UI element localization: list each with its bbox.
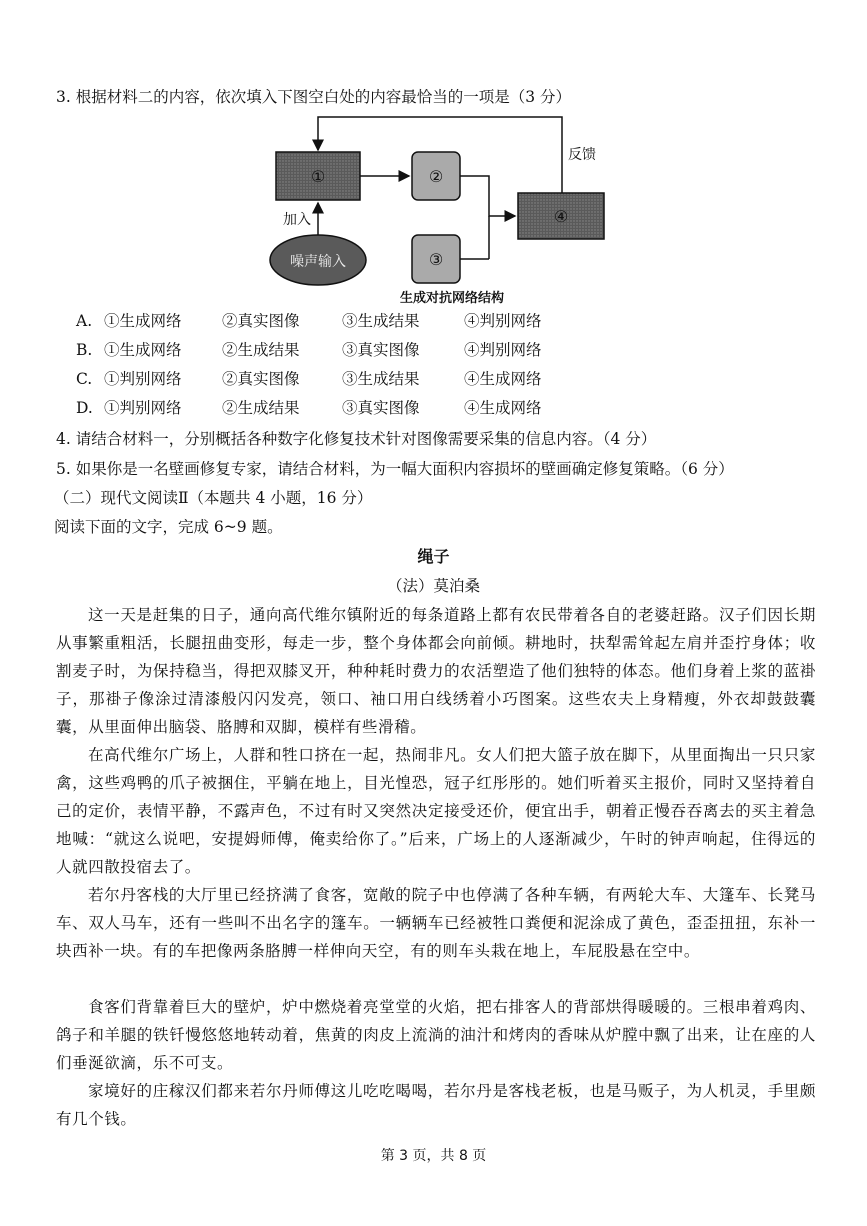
- option-item: ①判别网络: [104, 370, 182, 388]
- story-title: 绳子: [417, 547, 450, 566]
- option-d[interactable]: [76, 397, 542, 419]
- option-item: ②生成结果: [222, 399, 300, 417]
- story-paragraph-5: 家境好的庄稼汉们都来若尔丹师傅这儿吃吃喝喝，若尔丹是客栈老板，也是马贩子，为人机灵，手里颇有几个钱。: [56, 1082, 816, 1128]
- option-item: ③生成结果: [342, 370, 420, 388]
- option-item: ③生成结果: [342, 312, 420, 330]
- diagram-box-3-label: ③: [428, 250, 444, 269]
- add-label: 加入: [283, 212, 311, 228]
- diagram-caption: 生成对抗网络结构: [399, 291, 505, 306]
- story-paragraph-3: 若尔丹客栈的大厅里已经挤满了食客，宽敞的院子中也停满了各种车辆，有两轮大车、大篷车、长凳马车、双人马车，还有一些叫不出名字的篷车。一辆辆车已经被牲口粪便和泥涂成了黄色，歪歪扭扭，东补一块西补一块。有的车把像两条胳膊一样伸向天空，有的则车头栽在地上，车屁股悬在空中。: [56, 886, 816, 960]
- story-paragraph-4: 食客们背靠着巨大的壁炉，炉中燃烧着亮堂堂的火焰，把右排客人的背部烘得暖暖的。三根串着鸡肉、鸽子和羊腿的铁钎慢悠悠地转动着，焦黄的肉皮上流淌的油汁和烤肉的香味从炉膛中飘了出来，让在座的人们垂涎欲滴，乐不可支。: [56, 998, 816, 1072]
- option-item: ④生成网络: [464, 399, 542, 417]
- diagram-box-1-label: ①: [310, 167, 326, 186]
- option-c[interactable]: [76, 368, 542, 390]
- story-paragraph-2: 在高代维尔广场上，人群和牲口挤在一起，热闹非凡。女人们把大篮子放在脚下，从里面掏出一只只家禽，这些鸡鸭的爪子被捆住，平躺在地上，目光惶恐，冠子红彤彤的。她们听着买主报价，同时又坚持着自己的定价，表情平静，不露声色，不过有时又突然决定接受还价，便宜出手，朝着正慢吞吞离去的买主着急地喊：“就这么说吧，安提姆师傅，俺卖给你了。”后来，广场上的人逐渐减少，午时的钟声响起，住得远的人就四散投宿去了。: [56, 746, 816, 876]
- page-footer: 第 3 页，共 8 页: [380, 1148, 487, 1164]
- option-a[interactable]: [76, 310, 542, 332]
- option-b[interactable]: [76, 339, 542, 361]
- question-4: 4. 请结合材料一，分别概括各种数字化修复技术针对图像需要采集的信息内容。（4 分）: [56, 430, 657, 448]
- diagram-box-4-label: ④: [553, 207, 569, 226]
- reading-instruction: 阅读下面的文字，完成 6~9 题。: [54, 518, 283, 536]
- question-5: 5. 如果你是一名壁画修复专家，请结合材料，为一幅大面积内容损坏的壁画确定修复策略。（6 分）: [56, 460, 734, 478]
- option-item: ①生成网络: [104, 341, 182, 359]
- option-item: ②真实图像: [222, 370, 300, 388]
- option-letter: C.: [76, 370, 93, 388]
- noise-input-label: 噪声输入: [290, 254, 346, 270]
- option-item: ②真实图像: [222, 312, 300, 330]
- story-author: （法）莫泊桑: [386, 577, 480, 595]
- question-3: 3. 根据材料二的内容，依次填入下图空白处的内容最恰当的一项是（3 分）: [56, 88, 572, 106]
- option-item: ③真实图像: [342, 399, 420, 417]
- section-heading: （二）现代文阅读Ⅱ（本题共 4 小题，16 分）: [54, 489, 373, 507]
- option-item: ②生成结果: [222, 341, 300, 359]
- diagram-box-2-label: ②: [428, 167, 444, 186]
- option-item: ④生成网络: [464, 370, 542, 388]
- option-letter: A.: [76, 312, 93, 330]
- story-paragraph-1: 这一天是赶集的日子，通向高代维尔镇附近的每条道路上都有农民带着各自的老婆赶路。汉子们因长期从事繁重粗活，长腿扭曲变形，每走一步，整个身体都会向前倾。耕地时，扶犁需耸起左肩并歪拧身体；收割麦子时，为保持稳当，得把双膝叉开，种种耗时费力的农活塑造了他们独特的体态。他们身着上浆的蓝褂子，那褂子像涂过清漆般闪闪发亮，领口、袖口用白线绣着小巧图案。这些农夫上身精瘦，外衣却鼓鼓囊囊，从里面伸出脑袋、胳膊和双脚，模样有些滑稽。: [56, 606, 816, 736]
- option-letter: D.: [76, 399, 93, 417]
- option-item: ④判别网络: [464, 341, 542, 359]
- option-letter: B.: [76, 341, 93, 359]
- option-item: ④判别网络: [464, 312, 542, 330]
- option-item: ③真实图像: [342, 341, 420, 359]
- option-item: ①判别网络: [104, 399, 182, 417]
- option-item: ①生成网络: [104, 312, 182, 330]
- feedback-label: 反馈: [568, 147, 596, 163]
